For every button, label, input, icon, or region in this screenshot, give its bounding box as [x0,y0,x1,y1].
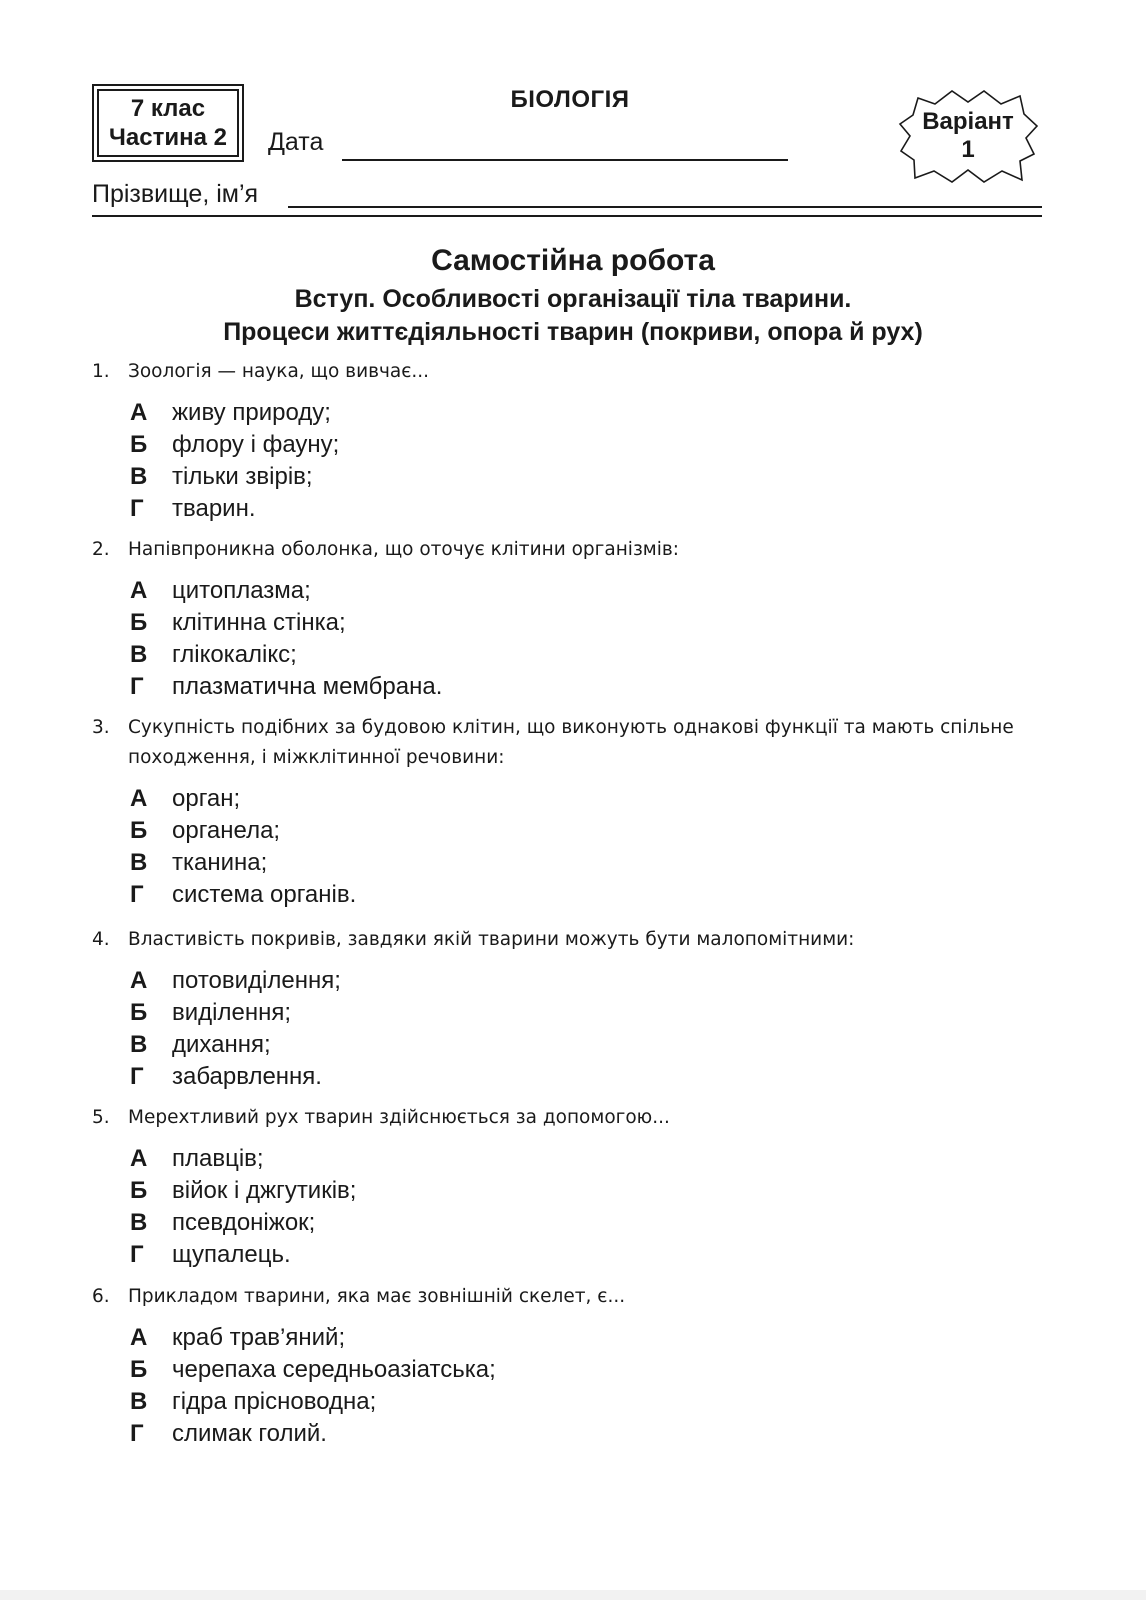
answer-option[interactable] [130,1061,1052,1093]
option-letter: А [130,1324,148,1351]
question-1 [92,357,1052,525]
question-3 [92,713,1052,911]
option-text: цитоплазма; [172,577,311,604]
question-number: 5. [92,1107,110,1128]
option-text: краб трав’яний; [172,1324,346,1351]
answer-option[interactable] [130,965,1052,997]
option-text: органела; [172,817,281,844]
option-letter: Б [130,1177,148,1204]
option-letter: А [130,785,148,812]
variant-text [898,108,1038,164]
option-letter: Г [130,1063,144,1090]
question-prompt: Сукупність подібних за будовою клітин, що виконують однакові функції та мають спільне походження, і міжклітинної речовини: [128,717,1014,768]
question-prompt: Напівпроникна оболонка, що оточує клітини організмів: [128,539,680,560]
answer-option[interactable] [130,847,1052,879]
answer-option[interactable] [130,1029,1052,1061]
option-letter: Б [130,817,148,844]
question-number: 6. [92,1286,110,1307]
option-letter: Г [130,495,144,522]
question-number: 3. [92,717,110,738]
variant-badge [898,88,1038,184]
option-text: гідра прісноводна; [172,1388,377,1415]
option-letter: В [130,641,148,668]
grade-label: 7 клас [130,95,206,122]
answer-option[interactable] [130,671,1052,703]
name-label: Прізвище, ім’я [92,180,259,208]
date-label: Дата [268,128,324,156]
date-field-line[interactable] [342,159,788,161]
option-letter: А [130,577,148,604]
option-letter: А [130,399,148,426]
option-text: плазматична мембрана. [172,673,443,700]
option-letter: Г [130,881,144,908]
option-text: система органів. [172,881,357,908]
question-4 [92,925,1052,1093]
answer-options [92,575,1052,703]
question-number: 4. [92,929,110,950]
option-letter: Г [130,1241,144,1268]
answer-option[interactable] [130,1386,1052,1418]
option-text: клітинна стінка; [172,609,346,636]
answer-option[interactable] [130,397,1052,429]
option-text: тільки звірів; [172,463,313,490]
part-label: Частина 2 [109,124,227,151]
answer-option[interactable] [130,997,1052,1029]
option-text: слимак голий. [172,1420,327,1447]
question-prompt: Зоологія — наука, що вивчає... [128,361,430,382]
question-text [92,1282,1052,1312]
subtitle-topic: Вступ. Особливості організації тіла тварини. [294,285,852,313]
option-letter: Б [130,609,148,636]
answer-option[interactable] [130,1175,1052,1207]
option-letter: В [130,463,148,490]
subtitle-processes: Процеси життєдіяльності тварин (покриви, опора й рух) [223,318,923,346]
option-text: тварин. [172,495,256,522]
option-text: псевдоніжок; [172,1209,316,1236]
answer-option[interactable] [130,607,1052,639]
answer-options [92,965,1052,1093]
option-letter: Б [130,431,148,458]
question-text [92,713,1052,773]
option-text: потовиділення; [172,967,341,994]
option-letter: Б [130,1356,148,1383]
option-letter: В [130,849,148,876]
option-text: орган; [172,785,241,812]
answer-option[interactable] [130,1207,1052,1239]
answer-options [92,1143,1052,1271]
question-prompt: Мерехтливий рух тварин здійснюється за допомогою... [128,1107,670,1128]
subject-title: БІОЛОГІЯ [510,86,630,113]
answer-option[interactable] [130,879,1052,911]
option-letter: В [130,1209,148,1236]
answer-option[interactable] [130,1418,1052,1450]
question-text [92,1103,1052,1133]
option-text: черепаха середньоазіатська; [172,1356,496,1383]
answer-option[interactable] [130,461,1052,493]
header-divider [92,215,1042,217]
variant-word: Варіант [922,108,1014,135]
option-text: живу природу; [172,399,331,426]
option-text: війок і джгутиків; [172,1177,357,1204]
option-letter: Г [130,673,144,700]
answer-option[interactable] [130,1354,1052,1386]
answer-option[interactable] [130,1143,1052,1175]
question-prompt: Властивість покривів, завдяки якій тварини можуть бути малопомітними: [128,929,855,950]
question-prompt: Прикладом тварини, яка має зовнішній скелет, є... [128,1286,626,1307]
option-letter: В [130,1388,148,1415]
answer-option[interactable] [130,493,1052,525]
option-text: дихання; [172,1031,271,1058]
option-letter: Б [130,999,148,1026]
option-letter: В [130,1031,148,1058]
answer-option[interactable] [130,639,1052,671]
answer-option[interactable] [130,815,1052,847]
option-letter: А [130,1145,148,1172]
option-text: забарвлення. [172,1063,322,1090]
option-text: плавців; [172,1145,264,1172]
answer-options [92,1322,1052,1450]
answer-options [92,397,1052,525]
grade-box-inner [97,89,239,157]
answer-option[interactable] [130,429,1052,461]
answer-option[interactable] [130,575,1052,607]
question-5 [92,1103,1052,1271]
option-text: тканина; [172,849,268,876]
answer-option[interactable] [130,1239,1052,1271]
grade-box [92,84,244,162]
option-text: флору і фауну; [172,431,340,458]
option-text: виділення; [172,999,292,1026]
question-text [92,535,1052,565]
option-letter: А [130,967,148,994]
name-field-line[interactable] [288,206,1042,208]
option-text: глікокалікс; [172,641,297,668]
answer-option[interactable] [130,783,1052,815]
question-number: 1. [92,361,110,382]
option-text: щупалець. [172,1241,291,1268]
question-text [92,925,1052,955]
question-2 [92,535,1052,703]
question-6 [92,1282,1052,1450]
option-letter: Г [130,1420,144,1447]
question-text [92,357,1052,387]
answer-options [92,783,1052,911]
answer-option[interactable] [130,1322,1052,1354]
question-number: 2. [92,539,110,560]
page-title: Самостійна робота [431,244,715,277]
variant-number: 1 [961,136,975,163]
